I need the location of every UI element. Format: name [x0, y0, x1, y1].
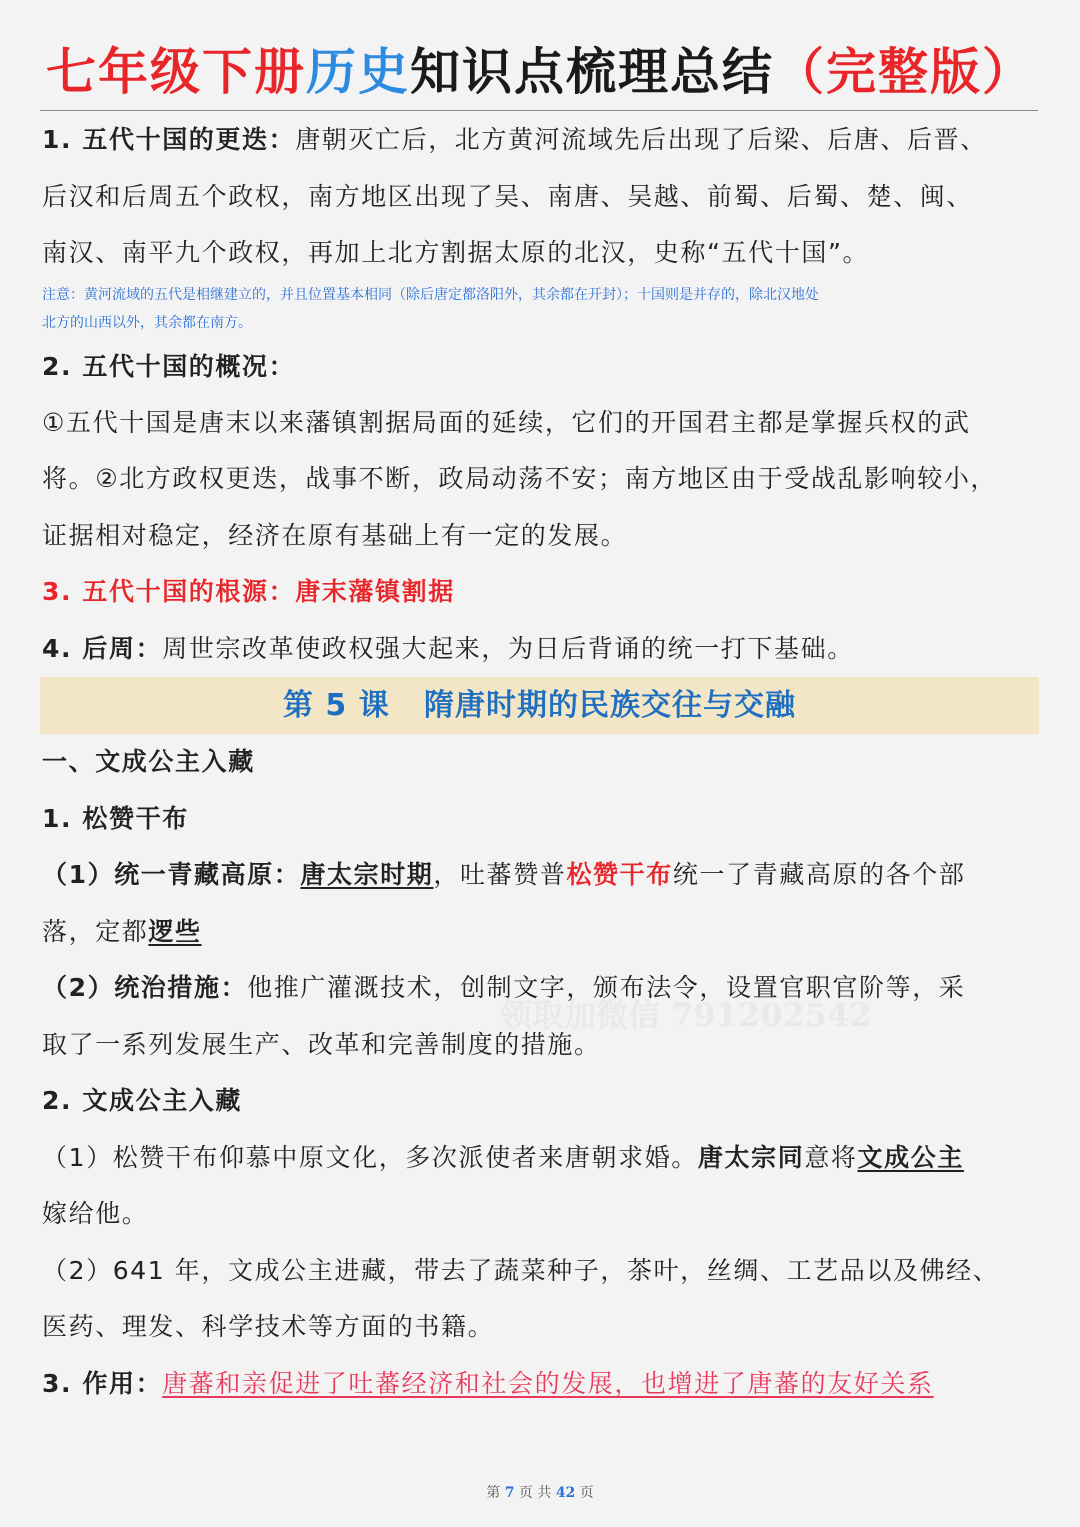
- q2-line1: （2）641 年，文成公主进藏，带去了蔬菜种子，茶叶，丝绸、工艺品以及佛经、: [42, 1256, 1000, 1285]
- title-part-grade: 七年级下册: [46, 43, 306, 101]
- p1-line2: [42, 915, 202, 949]
- part1-sub2: 2. 文成公主入藏: [42, 1086, 242, 1115]
- s1-line3: 南汉、南平九个政权，再加上北方割据太原的北汉，史称“五代十国”。: [42, 238, 870, 267]
- footer-total-pages: 42: [555, 1485, 576, 1501]
- p1-text-a: ，吐蕃赞普: [433, 860, 567, 889]
- p2-text-a: 他推广灌溉技术，创制文字，颁布法令，设置官职官阶等，采: [247, 973, 966, 1002]
- q1-line1: [42, 1141, 964, 1175]
- sub3-label: 3. 作用：: [42, 1369, 163, 1398]
- s1-text1: 唐朝灭亡后，北方黄河流域先后出现了后梁、后唐、后晋、: [295, 125, 987, 154]
- page-footer: [0, 1482, 1080, 1502]
- s1-line1: [42, 123, 987, 157]
- s4-text: 周世宗改革使政权强大起来，为日后背诵的统一打下基础。: [162, 634, 854, 663]
- part1-heading: 一、文成公主入藏: [42, 747, 255, 776]
- s2-line1: ①五代十国是唐末以来藩镇割据局面的延续，它们的开国君主都是掌握兵权的武: [42, 408, 971, 437]
- q2-line2: 医药、理发、科学技术等方面的书籍。: [42, 1312, 495, 1341]
- s3-line: 3. 五代十国的根源：唐末藩镇割据: [42, 577, 455, 606]
- sub3-line: [42, 1367, 934, 1401]
- title-part-topic: 知识点梳理总结: [410, 43, 774, 101]
- title-part-subject: 历史: [306, 43, 410, 101]
- p1-text-b: 统一了青藏高原的各个部: [672, 860, 966, 889]
- s2-label: 2. 五代十国的概况：: [42, 352, 296, 381]
- q1-line2: 嫁给他。: [42, 1199, 149, 1228]
- p1-capital: 逻些: [148, 917, 202, 946]
- p1-label: （1）统一青藏高原：: [42, 860, 301, 889]
- sub3-text: 唐蕃和亲促进了吐蕃经济和社会的发展，也增进了唐蕃的友好关系: [162, 1369, 934, 1398]
- footer-post: 页: [579, 1485, 594, 1501]
- s1-line2: 后汉和后周五个政权，南方地区出现了吴、南唐、吴越、前蜀、后蜀、楚、闽、: [42, 182, 974, 211]
- s2-line3: 证据相对稳定，经济在原有基础上有一定的发展。: [42, 521, 628, 550]
- s2-line2: 将。②北方政权更迭，战事不断，政局动荡不安；南方地区由于受战乱影响较小，: [42, 464, 998, 493]
- q1-underlined: 文成公主: [857, 1143, 964, 1172]
- lesson-title: 第 5 课 隋唐时期的民族交往与交融: [282, 688, 797, 723]
- p1-text-c: 落，定都: [42, 917, 149, 946]
- p1-highlight: 松赞干布: [566, 860, 673, 889]
- s1-note-line2: 北方的山西以外，其余都在南方。: [42, 315, 252, 331]
- watermark: 领取加微信 791202542: [500, 996, 872, 1034]
- s4-line: [42, 632, 854, 666]
- q1-bold: 唐太宗同: [697, 1143, 805, 1172]
- s4-label: 4. 后周：: [42, 634, 163, 663]
- s1-note-line1: 注意：黄河流域的五代是相继建立的，并且位置基本相同（除后唐定都洛阳外，其余都在开封）；十国则是并存的，除北汉地处: [42, 287, 819, 303]
- footer-pre: 第: [486, 1485, 501, 1501]
- s1-label: 1. 五代十国的更迭：: [42, 125, 296, 154]
- title-divider: [40, 110, 1038, 111]
- page-title: [0, 40, 1080, 104]
- title-part-edition: （完整版）: [774, 43, 1034, 101]
- lesson-banner: [40, 677, 1039, 734]
- q1-text-a: （1）松赞干布仰慕中原文化，多次派使者来唐朝求婚。: [42, 1143, 698, 1172]
- p2-label: （2）统治措施：: [42, 973, 248, 1002]
- p2-line2: 取了一系列发展生产、改革和完善制度的措施。: [42, 1030, 601, 1059]
- footer-page-number: 7: [504, 1485, 515, 1501]
- p1-line1: [42, 858, 965, 892]
- p1-underlined: 唐太宗时期: [300, 860, 434, 889]
- q1-text-b: 意将: [804, 1143, 858, 1172]
- part1-sub1: 1. 松赞干布: [42, 804, 189, 833]
- footer-mid: 页 共: [518, 1485, 552, 1501]
